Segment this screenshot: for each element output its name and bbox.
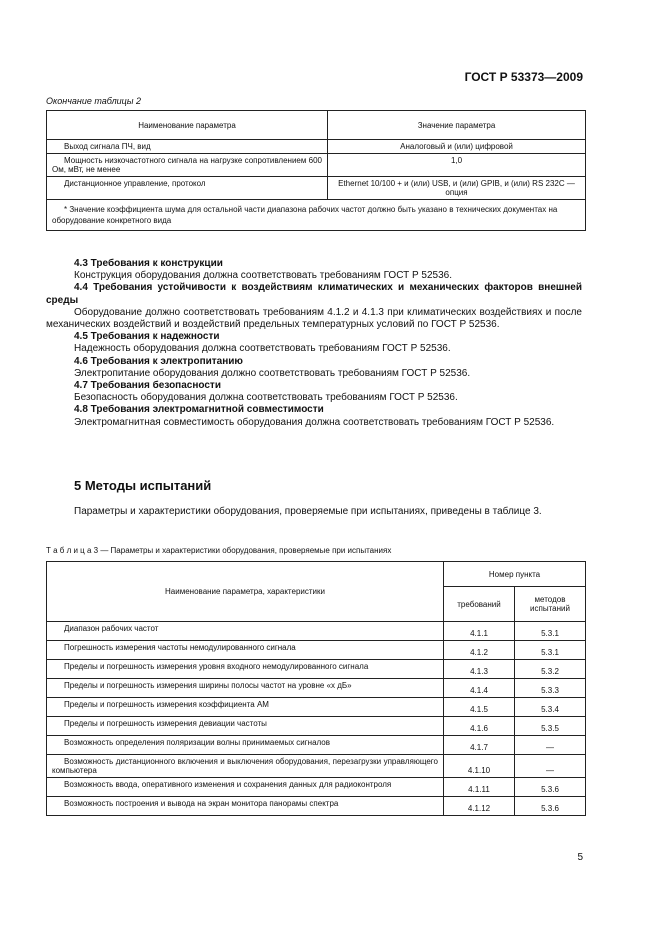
table3-name: Пределы и погрешность измерения коэффициента АМ [47,698,444,717]
table3-col-group: Номер пункта [444,562,586,587]
table-row [47,641,586,660]
table-row [47,778,586,797]
standard-header: ГОСТ Р 53373—2009 [464,70,583,84]
section-heading: 4.7 Требования безопасности [74,380,221,392]
section5-intro: Параметры и характеристики оборудования, проверяемые при испытаниях, приведены в таблице 3. [74,506,542,517]
section-text: Электропитание оборудования должно соответствовать требованиям ГОСТ Р 52536. [74,367,471,379]
table3-name: Пределы и погрешность измерения ширины полосы частот на уровне «x дБ» [47,679,444,698]
table2-value: Ethernet 10/100 + и (или) USB, и (или) GPIB, и (или) RS 232C — опция [328,177,586,200]
table-row [47,622,586,641]
table3-col-req: требований [444,587,515,622]
table3-method: 5.3.6 [515,778,586,797]
table3-caption: Т а б л и ц а 3 — Параметры и характеристики оборудования, проверяемые при испытаниях [46,546,392,555]
table2-param: Выход сигнала ПЧ, вид [47,140,328,154]
section-text: Оборудование должно соответствовать требованиям 4.1.2 и 4.1.3 при климатических воздействиях и после механических воздействий и воздействий предельных температурных условий по ГОСТ Р 52536. [46,306,582,331]
table3-req: 4.1.7 [444,736,515,755]
table3-method: 5.3.1 [515,622,586,641]
table-3 [46,561,586,816]
table3-method: 5.3.3 [515,679,586,698]
table3-req: 4.1.12 [444,797,515,816]
table2-param: Мощность низкочастотного сигнала на нагрузке сопротивлением 600 Ом, мВт, не менее [47,154,328,177]
section-heading: 4.4 Требования устойчивости к воздействиям климатических и механических факторов внешней среды [46,282,582,306]
table3-col-methods: методов испытаний [515,587,586,622]
table3-req: 4.1.3 [444,660,515,679]
table3-name: Возможность ввода, оперативного изменения и сохранения данных для радиоконтроля [47,778,444,797]
table-row [47,140,586,154]
table3-name: Возможность дистанционного включения и выключения оборудования, перезагрузки управляющего компьютера [47,755,444,778]
table3-req: 4.1.5 [444,698,515,717]
table3-method: 5.3.6 [515,797,586,816]
table-row [47,154,586,177]
table-2 [46,110,586,231]
table2-caption: Окончание таблицы 2 [46,96,141,106]
section-text: Конструкция оборудования должна соответствовать требованиям ГОСТ Р 52536. [74,270,453,282]
table3-req: 4.1.4 [444,679,515,698]
section-heading: 4.6 Требования к электропитанию [74,355,243,367]
table3-method: 5.3.4 [515,698,586,717]
table-row [47,755,586,778]
table3-name: Возможность построения и вывода на экран монитора панорамы спектра [47,797,444,816]
section-text: Безопасность оборудования должна соответствовать требованиям ГОСТ Р 52536. [74,392,458,404]
page-number: 5 [577,852,583,863]
table-row [47,797,586,816]
table-row [47,177,586,200]
table-row [47,717,586,736]
section5-title: 5 Методы испытаний [74,478,212,493]
table3-method: 5.3.1 [515,641,586,660]
table-row [47,736,586,755]
section-text: Электромагнитная совместимость оборудования должна соответствовать требованиям ГОСТ Р 52536. [74,416,555,428]
table3-req: 4.1.11 [444,778,515,797]
table-row [47,200,586,231]
section-text: Надежность оборудования должна соответствовать требованиям ГОСТ Р 52536. [74,343,451,355]
section-heading: 4.8 Требования электромагнитной совместимости [74,404,324,416]
section-heading: 4.5 Требования к надежности [74,331,220,343]
table3-name: Возможность определения поляризации волны принимаемых сигналов [47,736,444,755]
table3-method: — [515,736,586,755]
table3-name: Погрешность измерения частоты немодулированного сигнала [47,641,444,660]
table2-col-value: Значение параметра [328,111,586,140]
section-heading: 4.3 Требования к конструкции [74,258,223,269]
table3-col-name: Наименование параметра, характеристики [47,562,444,622]
table2-value: Аналоговый и (или) цифровой [328,140,586,154]
table3-name: Пределы и погрешность измерения девиации частоты [47,717,444,736]
table3-req: 4.1.1 [444,622,515,641]
table3-method: 5.3.2 [515,660,586,679]
table-row [47,679,586,698]
table2-col-param: Наименование параметра [47,111,328,140]
table-row [47,660,586,679]
table2-param: Дистанционное управление, протокол [47,177,328,200]
table3-name: Пределы и погрешность измерения уровня входного немодулированного сигнала [47,660,444,679]
table3-req: 4.1.10 [444,755,515,778]
table-row [47,698,586,717]
table3-name: Диапазон рабочих частот [47,622,444,641]
table3-method: 5.3.5 [515,717,586,736]
table3-req: 4.1.2 [444,641,515,660]
table2-footnote: * Значение коэффициента шума для остальной части диапазона рабочих частот должно быть указано в технических документах на оборудование конкретного вида [47,200,586,231]
requirements-sections [46,258,582,429]
table2-value: 1,0 [328,154,586,177]
table3-method: — [515,755,586,778]
table3-req: 4.1.6 [444,717,515,736]
